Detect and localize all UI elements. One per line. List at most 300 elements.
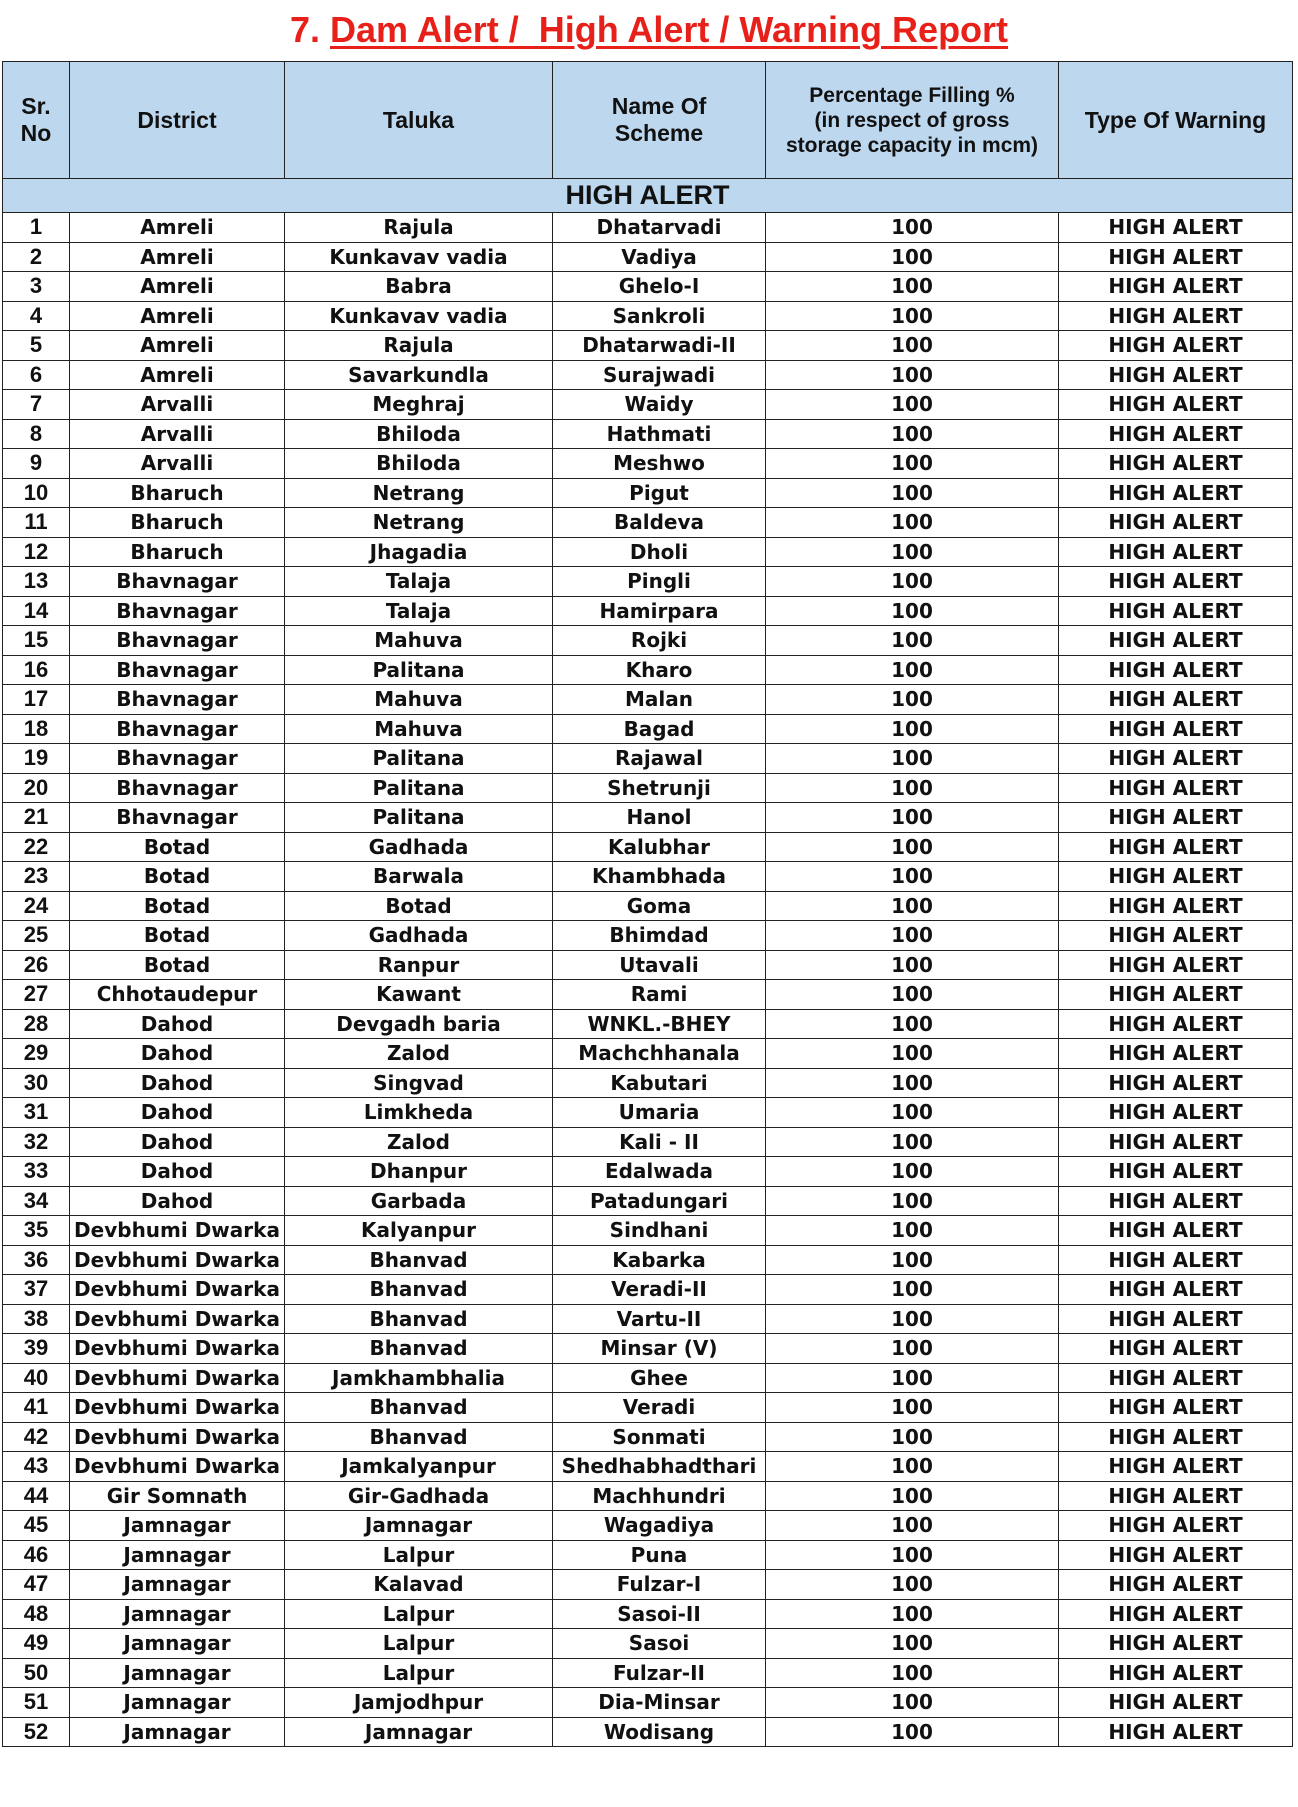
cell-sr-no: 17 [3, 685, 70, 715]
table-row [3, 1540, 1293, 1570]
report-title [0, 8, 1298, 52]
cell-scheme: Bagad [553, 714, 766, 744]
cell-taluka: Jamnagar [285, 1717, 553, 1747]
cell-percentage-filling: 100 [766, 1599, 1059, 1629]
cell-sr-no: 34 [3, 1186, 70, 1216]
cell-scheme: Veradi-II [553, 1275, 766, 1305]
table-row [3, 714, 1293, 744]
cell-warning-type: HIGH ALERT [1059, 1068, 1293, 1098]
cell-percentage-filling: 100 [766, 1304, 1059, 1334]
cell-district: Devbhumi Dwarka [70, 1245, 285, 1275]
table-row [3, 862, 1293, 892]
cell-sr-no: 44 [3, 1481, 70, 1511]
cell-sr-no: 37 [3, 1275, 70, 1305]
cell-sr-no: 8 [3, 419, 70, 449]
cell-sr-no: 16 [3, 655, 70, 685]
cell-scheme: Shedhabhadthari [553, 1452, 766, 1482]
table-row [3, 1717, 1293, 1747]
cell-sr-no: 35 [3, 1216, 70, 1246]
cell-scheme: Shetrunji [553, 773, 766, 803]
cell-district: Devbhumi Dwarka [70, 1452, 285, 1482]
cell-sr-no: 4 [3, 301, 70, 331]
cell-percentage-filling: 100 [766, 714, 1059, 744]
cell-sr-no: 46 [3, 1540, 70, 1570]
cell-warning-type: HIGH ALERT [1059, 626, 1293, 656]
cell-district: Botad [70, 921, 285, 951]
cell-scheme: Puna [553, 1540, 766, 1570]
cell-sr-no: 23 [3, 862, 70, 892]
cell-scheme: Pigut [553, 478, 766, 508]
cell-sr-no: 33 [3, 1157, 70, 1187]
cell-scheme: Wodisang [553, 1717, 766, 1747]
cell-percentage-filling: 100 [766, 1009, 1059, 1039]
cell-district: Jamnagar [70, 1658, 285, 1688]
table-row [3, 242, 1293, 272]
cell-sr-no: 52 [3, 1717, 70, 1747]
cell-taluka: Mahuva [285, 685, 553, 715]
cell-percentage-filling: 100 [766, 508, 1059, 538]
cell-sr-no: 15 [3, 626, 70, 656]
cell-district: Dahod [70, 1186, 285, 1216]
cell-district: Bhavnagar [70, 744, 285, 774]
cell-warning-type: HIGH ALERT [1059, 685, 1293, 715]
cell-percentage-filling: 100 [766, 1393, 1059, 1423]
table-row [3, 1481, 1293, 1511]
cell-taluka: Netrang [285, 508, 553, 538]
cell-sr-no: 7 [3, 390, 70, 420]
cell-taluka: Palitana [285, 773, 553, 803]
cell-sr-no: 19 [3, 744, 70, 774]
cell-scheme: Hathmati [553, 419, 766, 449]
cell-scheme: Sankroli [553, 301, 766, 331]
cell-warning-type: HIGH ALERT [1059, 1393, 1293, 1423]
cell-taluka: Bhanvad [285, 1334, 553, 1364]
cell-warning-type: HIGH ALERT [1059, 1422, 1293, 1452]
cell-percentage-filling: 100 [766, 478, 1059, 508]
cell-percentage-filling: 100 [766, 390, 1059, 420]
cell-taluka: Palitana [285, 744, 553, 774]
cell-scheme: Khambhada [553, 862, 766, 892]
cell-warning-type: HIGH ALERT [1059, 1245, 1293, 1275]
cell-district: Botad [70, 832, 285, 862]
cell-scheme: Hamirpara [553, 596, 766, 626]
table-row [3, 1216, 1293, 1246]
cell-warning-type: HIGH ALERT [1059, 478, 1293, 508]
cell-warning-type: HIGH ALERT [1059, 508, 1293, 538]
table-header [3, 62, 1293, 213]
cell-percentage-filling: 100 [766, 567, 1059, 597]
cell-percentage-filling: 100 [766, 419, 1059, 449]
cell-warning-type: HIGH ALERT [1059, 1275, 1293, 1305]
cell-district: Jamnagar [70, 1629, 285, 1659]
col-header-sr-line2: No [20, 120, 52, 146]
cell-district: Bhavnagar [70, 685, 285, 715]
cell-warning-type: HIGH ALERT [1059, 1570, 1293, 1600]
table-row [3, 1009, 1293, 1039]
cell-scheme: Fulzar-I [553, 1570, 766, 1600]
cell-district: Gir Somnath [70, 1481, 285, 1511]
cell-scheme: Veradi [553, 1393, 766, 1423]
table-row [3, 1186, 1293, 1216]
cell-warning-type: HIGH ALERT [1059, 360, 1293, 390]
cell-taluka: Garbada [285, 1186, 553, 1216]
cell-warning-type: HIGH ALERT [1059, 655, 1293, 685]
cell-taluka: Kawant [285, 980, 553, 1010]
cell-district: Jamnagar [70, 1511, 285, 1541]
cell-district: Jamnagar [70, 1599, 285, 1629]
cell-warning-type: HIGH ALERT [1059, 950, 1293, 980]
cell-percentage-filling: 100 [766, 1275, 1059, 1305]
cell-scheme: Dhatarvadi [553, 213, 766, 243]
cell-sr-no: 49 [3, 1629, 70, 1659]
cell-taluka: Bhanvad [285, 1422, 553, 1452]
col-header-taluka: Taluka [285, 62, 553, 179]
cell-district: Dahod [70, 1068, 285, 1098]
cell-sr-no: 45 [3, 1511, 70, 1541]
cell-percentage-filling: 100 [766, 1570, 1059, 1600]
col-header-sr-line1: Sr. [21, 93, 51, 119]
table-row [3, 832, 1293, 862]
cell-warning-type: HIGH ALERT [1059, 1039, 1293, 1069]
table-row [3, 390, 1293, 420]
table-row [3, 1039, 1293, 1069]
cell-taluka: Palitana [285, 803, 553, 833]
cell-scheme: Sindhani [553, 1216, 766, 1246]
cell-district: Devbhumi Dwarka [70, 1304, 285, 1334]
cell-percentage-filling: 100 [766, 1629, 1059, 1659]
cell-scheme: Dhatarwadi-II [553, 331, 766, 361]
cell-percentage-filling: 100 [766, 950, 1059, 980]
cell-warning-type: HIGH ALERT [1059, 832, 1293, 862]
table-row [3, 596, 1293, 626]
cell-district: Bharuch [70, 537, 285, 567]
cell-district: Devbhumi Dwarka [70, 1363, 285, 1393]
table-row [3, 1068, 1293, 1098]
cell-taluka: Bhanvad [285, 1275, 553, 1305]
table-row [3, 685, 1293, 715]
cell-taluka: Ranpur [285, 950, 553, 980]
cell-scheme: Minsar (V) [553, 1334, 766, 1364]
cell-warning-type: HIGH ALERT [1059, 1304, 1293, 1334]
cell-district: Amreli [70, 360, 285, 390]
cell-percentage-filling: 100 [766, 1334, 1059, 1364]
cell-scheme: Umaria [553, 1098, 766, 1128]
cell-warning-type: HIGH ALERT [1059, 1481, 1293, 1511]
cell-scheme: Machchhanala [553, 1039, 766, 1069]
cell-taluka: Gir-Gadhada [285, 1481, 553, 1511]
col-header-percentage-filling [766, 62, 1059, 179]
cell-warning-type: HIGH ALERT [1059, 301, 1293, 331]
cell-district: Chhotaudepur [70, 980, 285, 1010]
table-row [3, 773, 1293, 803]
cell-scheme: Dholi [553, 537, 766, 567]
cell-taluka: Talaja [285, 596, 553, 626]
cell-sr-no: 29 [3, 1039, 70, 1069]
cell-warning-type: HIGH ALERT [1059, 744, 1293, 774]
cell-sr-no: 3 [3, 272, 70, 302]
table-row [3, 1452, 1293, 1482]
cell-scheme: Bhimdad [553, 921, 766, 951]
cell-taluka: Kunkavav vadia [285, 242, 553, 272]
cell-scheme: Goma [553, 891, 766, 921]
cell-scheme: Utavali [553, 950, 766, 980]
cell-percentage-filling: 100 [766, 213, 1059, 243]
cell-sr-no: 12 [3, 537, 70, 567]
table-row [3, 1334, 1293, 1364]
table-row [3, 1275, 1293, 1305]
cell-taluka: Bhiloda [285, 419, 553, 449]
table-row [3, 1304, 1293, 1334]
cell-district: Bhavnagar [70, 626, 285, 656]
cell-sr-no: 13 [3, 567, 70, 597]
cell-taluka: Singvad [285, 1068, 553, 1098]
table-row [3, 1098, 1293, 1128]
cell-district: Devbhumi Dwarka [70, 1422, 285, 1452]
cell-percentage-filling: 100 [766, 1039, 1059, 1069]
cell-scheme: Rajawal [553, 744, 766, 774]
cell-percentage-filling: 100 [766, 1422, 1059, 1452]
cell-percentage-filling: 100 [766, 773, 1059, 803]
cell-warning-type: HIGH ALERT [1059, 272, 1293, 302]
cell-taluka: Bhanvad [285, 1245, 553, 1275]
cell-taluka: Jamkhambhalia [285, 1363, 553, 1393]
cell-scheme: Pingli [553, 567, 766, 597]
cell-scheme: Vartu-II [553, 1304, 766, 1334]
cell-district: Bhavnagar [70, 803, 285, 833]
cell-sr-no: 32 [3, 1127, 70, 1157]
alert-table [2, 61, 1293, 1747]
cell-taluka: Kalyanpur [285, 1216, 553, 1246]
cell-sr-no: 14 [3, 596, 70, 626]
cell-warning-type: HIGH ALERT [1059, 390, 1293, 420]
table-row [3, 803, 1293, 833]
cell-sr-no: 31 [3, 1098, 70, 1128]
cell-sr-no: 26 [3, 950, 70, 980]
col-header-type-of-warning: Type Of Warning [1059, 62, 1293, 179]
cell-sr-no: 21 [3, 803, 70, 833]
cell-taluka: Mahuva [285, 714, 553, 744]
cell-sr-no: 2 [3, 242, 70, 272]
cell-percentage-filling: 100 [766, 1658, 1059, 1688]
cell-warning-type: HIGH ALERT [1059, 1334, 1293, 1364]
col-header-scheme-line1: Name Of [611, 93, 707, 119]
cell-taluka: Jamnagar [285, 1511, 553, 1541]
table-row [3, 449, 1293, 479]
cell-warning-type: HIGH ALERT [1059, 773, 1293, 803]
cell-taluka: Devgadh baria [285, 1009, 553, 1039]
table-row [3, 1245, 1293, 1275]
cell-district: Botad [70, 862, 285, 892]
cell-district: Bharuch [70, 508, 285, 538]
table-row [3, 1688, 1293, 1718]
cell-taluka: Zalod [285, 1039, 553, 1069]
cell-scheme: Meshwo [553, 449, 766, 479]
cell-percentage-filling: 100 [766, 1186, 1059, 1216]
cell-taluka: Jamkalyanpur [285, 1452, 553, 1482]
cell-sr-no: 47 [3, 1570, 70, 1600]
cell-taluka: Kunkavav vadia [285, 301, 553, 331]
cell-taluka: Mahuva [285, 626, 553, 656]
cell-percentage-filling: 100 [766, 1157, 1059, 1187]
cell-scheme: Sonmati [553, 1422, 766, 1452]
col-header-pct-line3: storage capacity in mcm) [785, 133, 1039, 157]
cell-percentage-filling: 100 [766, 862, 1059, 892]
cell-taluka: Lalpur [285, 1599, 553, 1629]
cell-warning-type: HIGH ALERT [1059, 1186, 1293, 1216]
cell-percentage-filling: 100 [766, 832, 1059, 862]
cell-district: Dahod [70, 1157, 285, 1187]
cell-sr-no: 48 [3, 1599, 70, 1629]
cell-sr-no: 40 [3, 1363, 70, 1393]
cell-district: Bhavnagar [70, 714, 285, 744]
table-row [3, 1127, 1293, 1157]
table-row [3, 360, 1293, 390]
cell-taluka: Dhanpur [285, 1157, 553, 1187]
cell-taluka: Rajula [285, 213, 553, 243]
cell-taluka: Lalpur [285, 1629, 553, 1659]
cell-district: Amreli [70, 272, 285, 302]
cell-sr-no: 42 [3, 1422, 70, 1452]
cell-warning-type: HIGH ALERT [1059, 1540, 1293, 1570]
col-header-sr-no [3, 62, 70, 179]
cell-percentage-filling: 100 [766, 891, 1059, 921]
table-row [3, 419, 1293, 449]
cell-scheme: Wagadiya [553, 1511, 766, 1541]
col-header-scheme-line2: Scheme [614, 120, 704, 146]
cell-scheme: Kabarka [553, 1245, 766, 1275]
cell-district: Dahod [70, 1127, 285, 1157]
cell-taluka: Talaja [285, 567, 553, 597]
cell-warning-type: HIGH ALERT [1059, 331, 1293, 361]
cell-taluka: Jamjodhpur [285, 1688, 553, 1718]
cell-warning-type: HIGH ALERT [1059, 596, 1293, 626]
cell-district: Dahod [70, 1039, 285, 1069]
cell-percentage-filling: 100 [766, 655, 1059, 685]
cell-warning-type: HIGH ALERT [1059, 1717, 1293, 1747]
cell-scheme: Waidy [553, 390, 766, 420]
table-row [3, 1511, 1293, 1541]
cell-percentage-filling: 100 [766, 1245, 1059, 1275]
cell-taluka: Jhagadia [285, 537, 553, 567]
cell-percentage-filling: 100 [766, 272, 1059, 302]
cell-sr-no: 20 [3, 773, 70, 803]
table-row [3, 1629, 1293, 1659]
cell-taluka: Gadhada [285, 921, 553, 951]
cell-warning-type: HIGH ALERT [1059, 1127, 1293, 1157]
cell-scheme: Hanol [553, 803, 766, 833]
cell-scheme: Kali - II [553, 1127, 766, 1157]
table-row [3, 980, 1293, 1010]
cell-percentage-filling: 100 [766, 921, 1059, 951]
report-title-text: Dam Alert / High Alert / Warning Report [330, 9, 1009, 50]
cell-percentage-filling: 100 [766, 803, 1059, 833]
cell-warning-type: HIGH ALERT [1059, 803, 1293, 833]
table-row [3, 744, 1293, 774]
cell-percentage-filling: 100 [766, 301, 1059, 331]
cell-district: Bharuch [70, 478, 285, 508]
cell-sr-no: 50 [3, 1658, 70, 1688]
cell-percentage-filling: 100 [766, 1452, 1059, 1482]
table-row [3, 626, 1293, 656]
cell-sr-no: 43 [3, 1452, 70, 1482]
cell-taluka: Netrang [285, 478, 553, 508]
cell-warning-type: HIGH ALERT [1059, 1098, 1293, 1128]
cell-scheme: Sasoi-II [553, 1599, 766, 1629]
cell-sr-no: 9 [3, 449, 70, 479]
cell-taluka: Bhanvad [285, 1304, 553, 1334]
cell-percentage-filling: 100 [766, 744, 1059, 774]
table-row [3, 1157, 1293, 1187]
cell-scheme: Surajwadi [553, 360, 766, 390]
cell-warning-type: HIGH ALERT [1059, 921, 1293, 951]
cell-percentage-filling: 100 [766, 1688, 1059, 1718]
cell-percentage-filling: 100 [766, 1363, 1059, 1393]
table-row [3, 921, 1293, 951]
cell-sr-no: 10 [3, 478, 70, 508]
cell-scheme: Ghelo-I [553, 272, 766, 302]
cell-warning-type: HIGH ALERT [1059, 1009, 1293, 1039]
cell-sr-no: 18 [3, 714, 70, 744]
cell-sr-no: 24 [3, 891, 70, 921]
cell-taluka: Zalod [285, 1127, 553, 1157]
cell-scheme: Baldeva [553, 508, 766, 538]
cell-district: Bhavnagar [70, 596, 285, 626]
cell-taluka: Limkheda [285, 1098, 553, 1128]
cell-percentage-filling: 100 [766, 596, 1059, 626]
cell-percentage-filling: 100 [766, 242, 1059, 272]
cell-district: Botad [70, 950, 285, 980]
cell-warning-type: HIGH ALERT [1059, 1216, 1293, 1246]
table-row [3, 1570, 1293, 1600]
table-row [3, 1363, 1293, 1393]
cell-warning-type: HIGH ALERT [1059, 714, 1293, 744]
cell-district: Dahod [70, 1098, 285, 1128]
col-header-pct-line2: (in respect of gross [814, 108, 1010, 132]
table-row [3, 655, 1293, 685]
cell-percentage-filling: 100 [766, 1481, 1059, 1511]
cell-percentage-filling: 100 [766, 980, 1059, 1010]
table-row [3, 950, 1293, 980]
cell-district: Arvalli [70, 419, 285, 449]
table-row [3, 1658, 1293, 1688]
cell-scheme: WNKL.-BHEY [553, 1009, 766, 1039]
cell-percentage-filling: 100 [766, 1068, 1059, 1098]
cell-district: Bhavnagar [70, 567, 285, 597]
cell-scheme: Malan [553, 685, 766, 715]
cell-taluka: Bhanvad [285, 1393, 553, 1423]
cell-sr-no: 30 [3, 1068, 70, 1098]
cell-district: Bhavnagar [70, 773, 285, 803]
cell-district: Jamnagar [70, 1570, 285, 1600]
cell-sr-no: 51 [3, 1688, 70, 1718]
cell-warning-type: HIGH ALERT [1059, 213, 1293, 243]
table-row [3, 567, 1293, 597]
cell-warning-type: HIGH ALERT [1059, 862, 1293, 892]
cell-scheme: Edalwada [553, 1157, 766, 1187]
cell-district: Dahod [70, 1009, 285, 1039]
report-title-number: 7. [289, 9, 320, 50]
cell-scheme: Rami [553, 980, 766, 1010]
table-row [3, 1599, 1293, 1629]
cell-sr-no: 1 [3, 213, 70, 243]
cell-scheme: Vadiya [553, 242, 766, 272]
cell-sr-no: 39 [3, 1334, 70, 1364]
cell-district: Jamnagar [70, 1688, 285, 1718]
cell-district: Botad [70, 891, 285, 921]
table-row [3, 537, 1293, 567]
cell-sr-no: 36 [3, 1245, 70, 1275]
table-row [3, 301, 1293, 331]
